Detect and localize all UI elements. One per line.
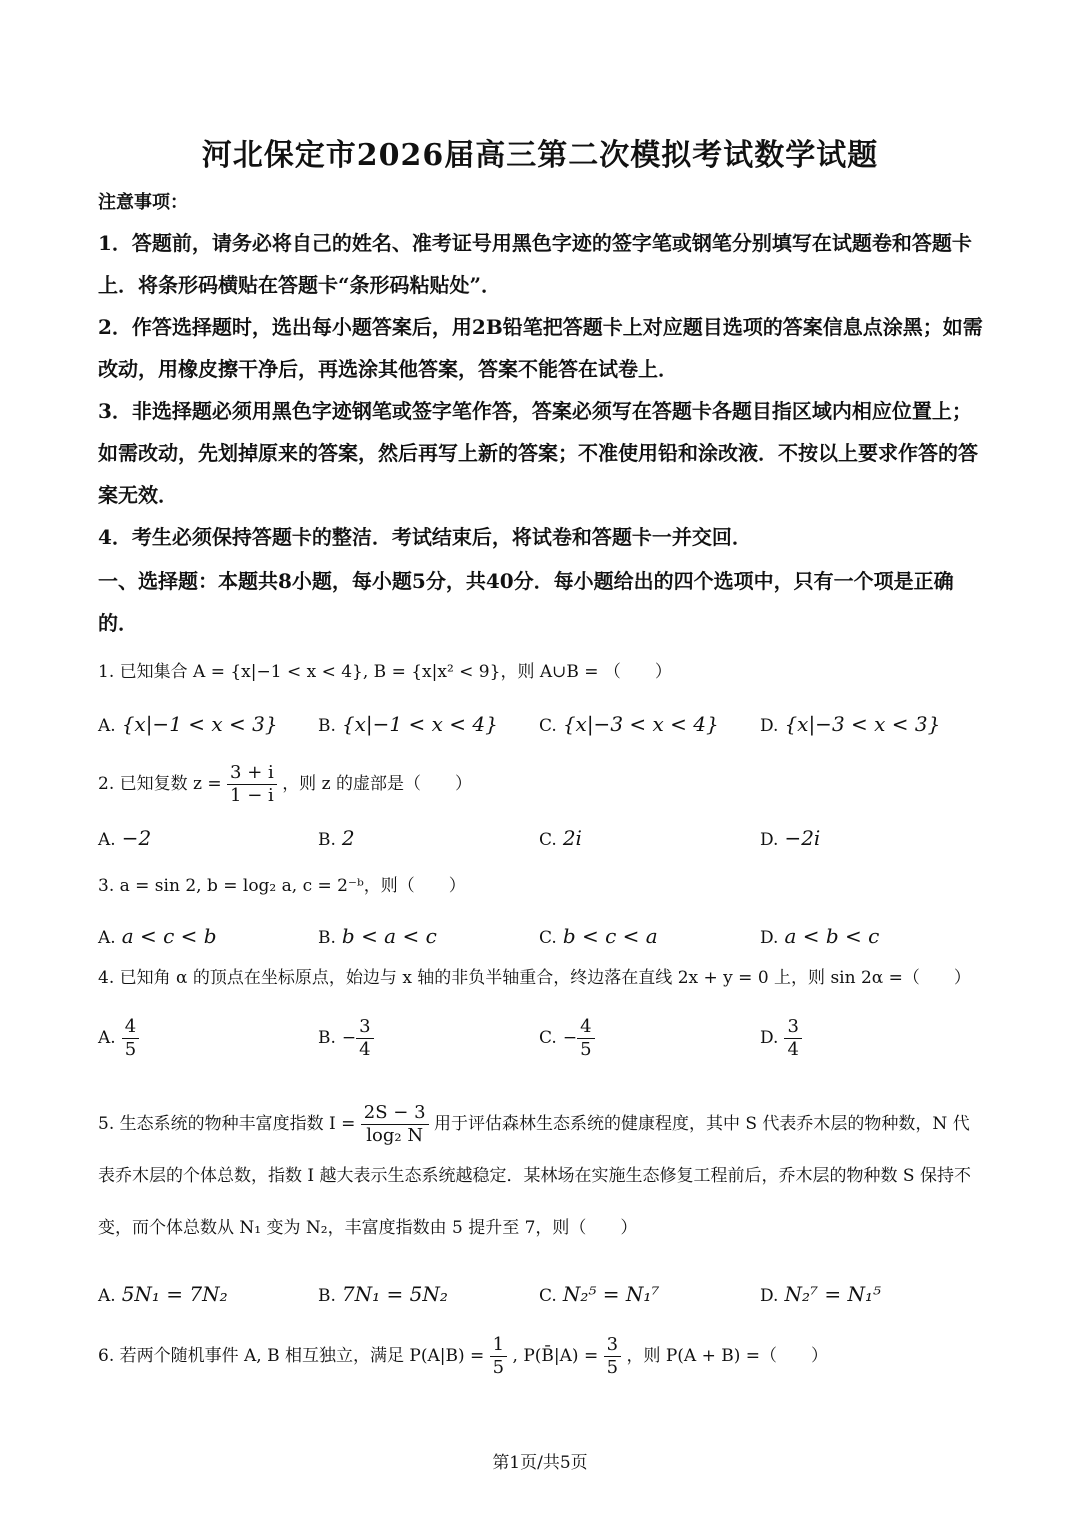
option-b <box>318 712 498 736</box>
denominator: 1 − i <box>230 785 274 806</box>
option-label: C. <box>539 1028 557 1048</box>
option-value: {x|−3 < x < 4} <box>562 712 719 736</box>
denominator: log₂ N <box>366 1125 424 1146</box>
option-label: D. <box>760 928 779 948</box>
fraction <box>604 1334 621 1379</box>
notice-heading: 注意事项： <box>98 192 188 213</box>
option-label: C. <box>539 928 557 948</box>
option-b <box>318 1016 374 1061</box>
fraction <box>356 1016 373 1061</box>
option-label: A. <box>98 830 116 850</box>
option-d <box>760 826 820 850</box>
stem-text: ，则 P(A + B) =（ ） <box>626 1346 829 1366</box>
denominator: 5 <box>492 1357 505 1378</box>
option-c <box>539 1282 659 1306</box>
numerator: 3 <box>784 1016 801 1039</box>
fraction <box>490 1334 507 1379</box>
option-label: B. <box>318 1028 336 1048</box>
denominator: 4 <box>787 1039 799 1060</box>
stem-text: 用于评估森林生态系统的健康程度，其中 S 代表乔木层的物种数，N 代表乔木层的个体总数，指数 I 越大表示生态系统越稳定．某林场在实施生态修复工程前后，乔木层的物种数 S 保持不变，而个体总数从 N₁ 变为 N₂，丰富度指数由 5 提升至 7，则（ ） <box>98 1114 971 1238</box>
question-1-stem: 1. 已知集合 A = {x|−1 < x < 4}, B = {x|x² < 9}，则 A∪B = （ ） <box>98 662 672 682</box>
question-2-stem <box>98 762 984 807</box>
question-6-stem <box>98 1334 984 1379</box>
numerator: 4 <box>577 1016 594 1039</box>
notice-item-4: 4．考生必须保持答题卡的整洁．考试结束后，将试卷和答题卡一并交回． <box>98 525 752 549</box>
option-value: −2i <box>784 826 821 850</box>
denominator: 5 <box>124 1039 137 1060</box>
option-b <box>318 1282 448 1306</box>
option-label: A. <box>98 1028 116 1048</box>
option-label: B. <box>318 1286 336 1306</box>
option-value: −2 <box>121 826 152 850</box>
question-5-options <box>98 1282 984 1328</box>
option-value: a < b < c <box>784 924 880 948</box>
fraction <box>122 1016 139 1061</box>
stem-text: ，则 z 的虚部是（ ） <box>282 774 472 794</box>
option-value: b < a < c <box>341 924 437 948</box>
numerator: 3 + i <box>227 762 277 785</box>
option-label: A. <box>98 716 116 736</box>
option-c <box>539 826 582 850</box>
fraction <box>784 1016 801 1061</box>
question-5-stem <box>98 1098 984 1254</box>
option-b <box>318 924 437 948</box>
denominator: 5 <box>580 1039 592 1060</box>
numerator: 3 <box>356 1016 373 1039</box>
option-label: C. <box>539 830 557 850</box>
option-label: B. <box>318 928 336 948</box>
numerator: 4 <box>122 1016 139 1039</box>
option-sign: − <box>562 1028 578 1048</box>
option-c <box>539 1016 595 1061</box>
option-sign: − <box>341 1028 357 1048</box>
option-value: {x|−1 < x < 4} <box>341 712 498 736</box>
question-1-options <box>98 712 984 758</box>
option-d <box>760 924 879 948</box>
stem-text: 2. 已知复数 z = <box>98 774 222 794</box>
option-value: 2i <box>562 826 582 850</box>
option-d <box>760 1016 802 1061</box>
option-value: {x|−3 < x < 3} <box>784 712 941 736</box>
option-label: D. <box>760 1286 779 1306</box>
option-value: 2 <box>341 826 355 850</box>
option-label: A. <box>98 928 116 948</box>
denominator: 4 <box>359 1039 371 1060</box>
stem-text: 6. 若两个随机事件 A, B 相互独立，满足 P(A|B) = <box>98 1346 485 1366</box>
option-d <box>760 1282 881 1306</box>
option-label: D. <box>760 1028 779 1048</box>
fraction <box>361 1102 429 1147</box>
option-c <box>539 924 658 948</box>
option-value: b < c < a <box>562 924 658 948</box>
option-a <box>98 826 151 850</box>
option-value: 7N₁ = 5N₂ <box>341 1282 448 1306</box>
notice-item-3: 3．非选择题必须用黑色字迹钢笔或签字笔作答，答案必须写在答题卡各题目指区域内相应位置上；如需改动，先划掉原来的答案，然后再写上新的答案；不准使用铅和涂改液．不按以上要求作答的答案无效． <box>98 399 978 507</box>
option-label: B. <box>318 716 336 736</box>
option-value: {x|−1 < x < 3} <box>121 712 278 736</box>
notice-item-1: 1．答题前，请务必将自己的姓名、准考证号用黑色字迹的签字笔或钢笔分别填写在试题卷和答题卡上．将条形码横贴在答题卡“条形码粘贴处”． <box>98 231 972 297</box>
question-4-stem: 4. 已知角 α 的顶点在坐标原点，始边与 x 轴的非负半轴重合，终边落在直线 2x + y = 0 上，则 sin 2α =（ ） <box>98 968 971 988</box>
option-a <box>98 1282 228 1306</box>
option-value: N₂⁷ = N₁⁵ <box>784 1282 881 1306</box>
notice-item-2: 2．作答选择题时，选出每小题答案后，用2B铅笔把答题卡上对应题目选项的答案信息点涂黑；如需改动，用橡皮擦干净后，再选涂其他答案，答案不能答在试卷上． <box>98 315 983 381</box>
option-b <box>318 826 355 850</box>
option-c <box>539 712 719 736</box>
option-a <box>98 712 278 736</box>
page-footer: 第1页/共5页 <box>492 1453 588 1473</box>
option-label: A. <box>98 1286 116 1306</box>
option-label: C. <box>539 716 557 736</box>
option-a <box>98 1016 139 1061</box>
option-label: B. <box>318 830 336 850</box>
page-title: 河北保定市2026届高三第二次模拟考试数学试题 <box>201 138 879 173</box>
question-3-stem: 3. a = sin 2, b = log₂ a, c = 2⁻ᵇ，则（ ） <box>98 876 466 896</box>
denominator: 5 <box>606 1357 619 1378</box>
option-value: 5N₁ = 7N₂ <box>121 1282 228 1306</box>
stem-text: , P(B̄|A) = <box>512 1346 599 1366</box>
question-2-options <box>98 826 984 872</box>
question-4-options <box>98 1016 984 1062</box>
fraction <box>577 1016 594 1061</box>
section-heading: 一、选择题：本题共8小题，每小题5分，共40分．每小题给出的四个选项中，只有一个项是正确的． <box>98 569 954 635</box>
option-a <box>98 924 217 948</box>
stem-text: 5. 生态系统的物种丰富度指数 I = <box>98 1114 356 1134</box>
option-value: N₂⁵ = N₁⁷ <box>562 1282 660 1306</box>
option-label: C. <box>539 1286 557 1306</box>
numerator: 2S − 3 <box>361 1102 429 1125</box>
option-value: a < c < b <box>121 924 217 948</box>
option-label: D. <box>760 716 779 736</box>
option-d <box>760 712 940 736</box>
fraction <box>227 762 277 807</box>
option-label: D. <box>760 830 779 850</box>
numerator: 3 <box>604 1334 621 1357</box>
numerator: 1 <box>490 1334 507 1357</box>
